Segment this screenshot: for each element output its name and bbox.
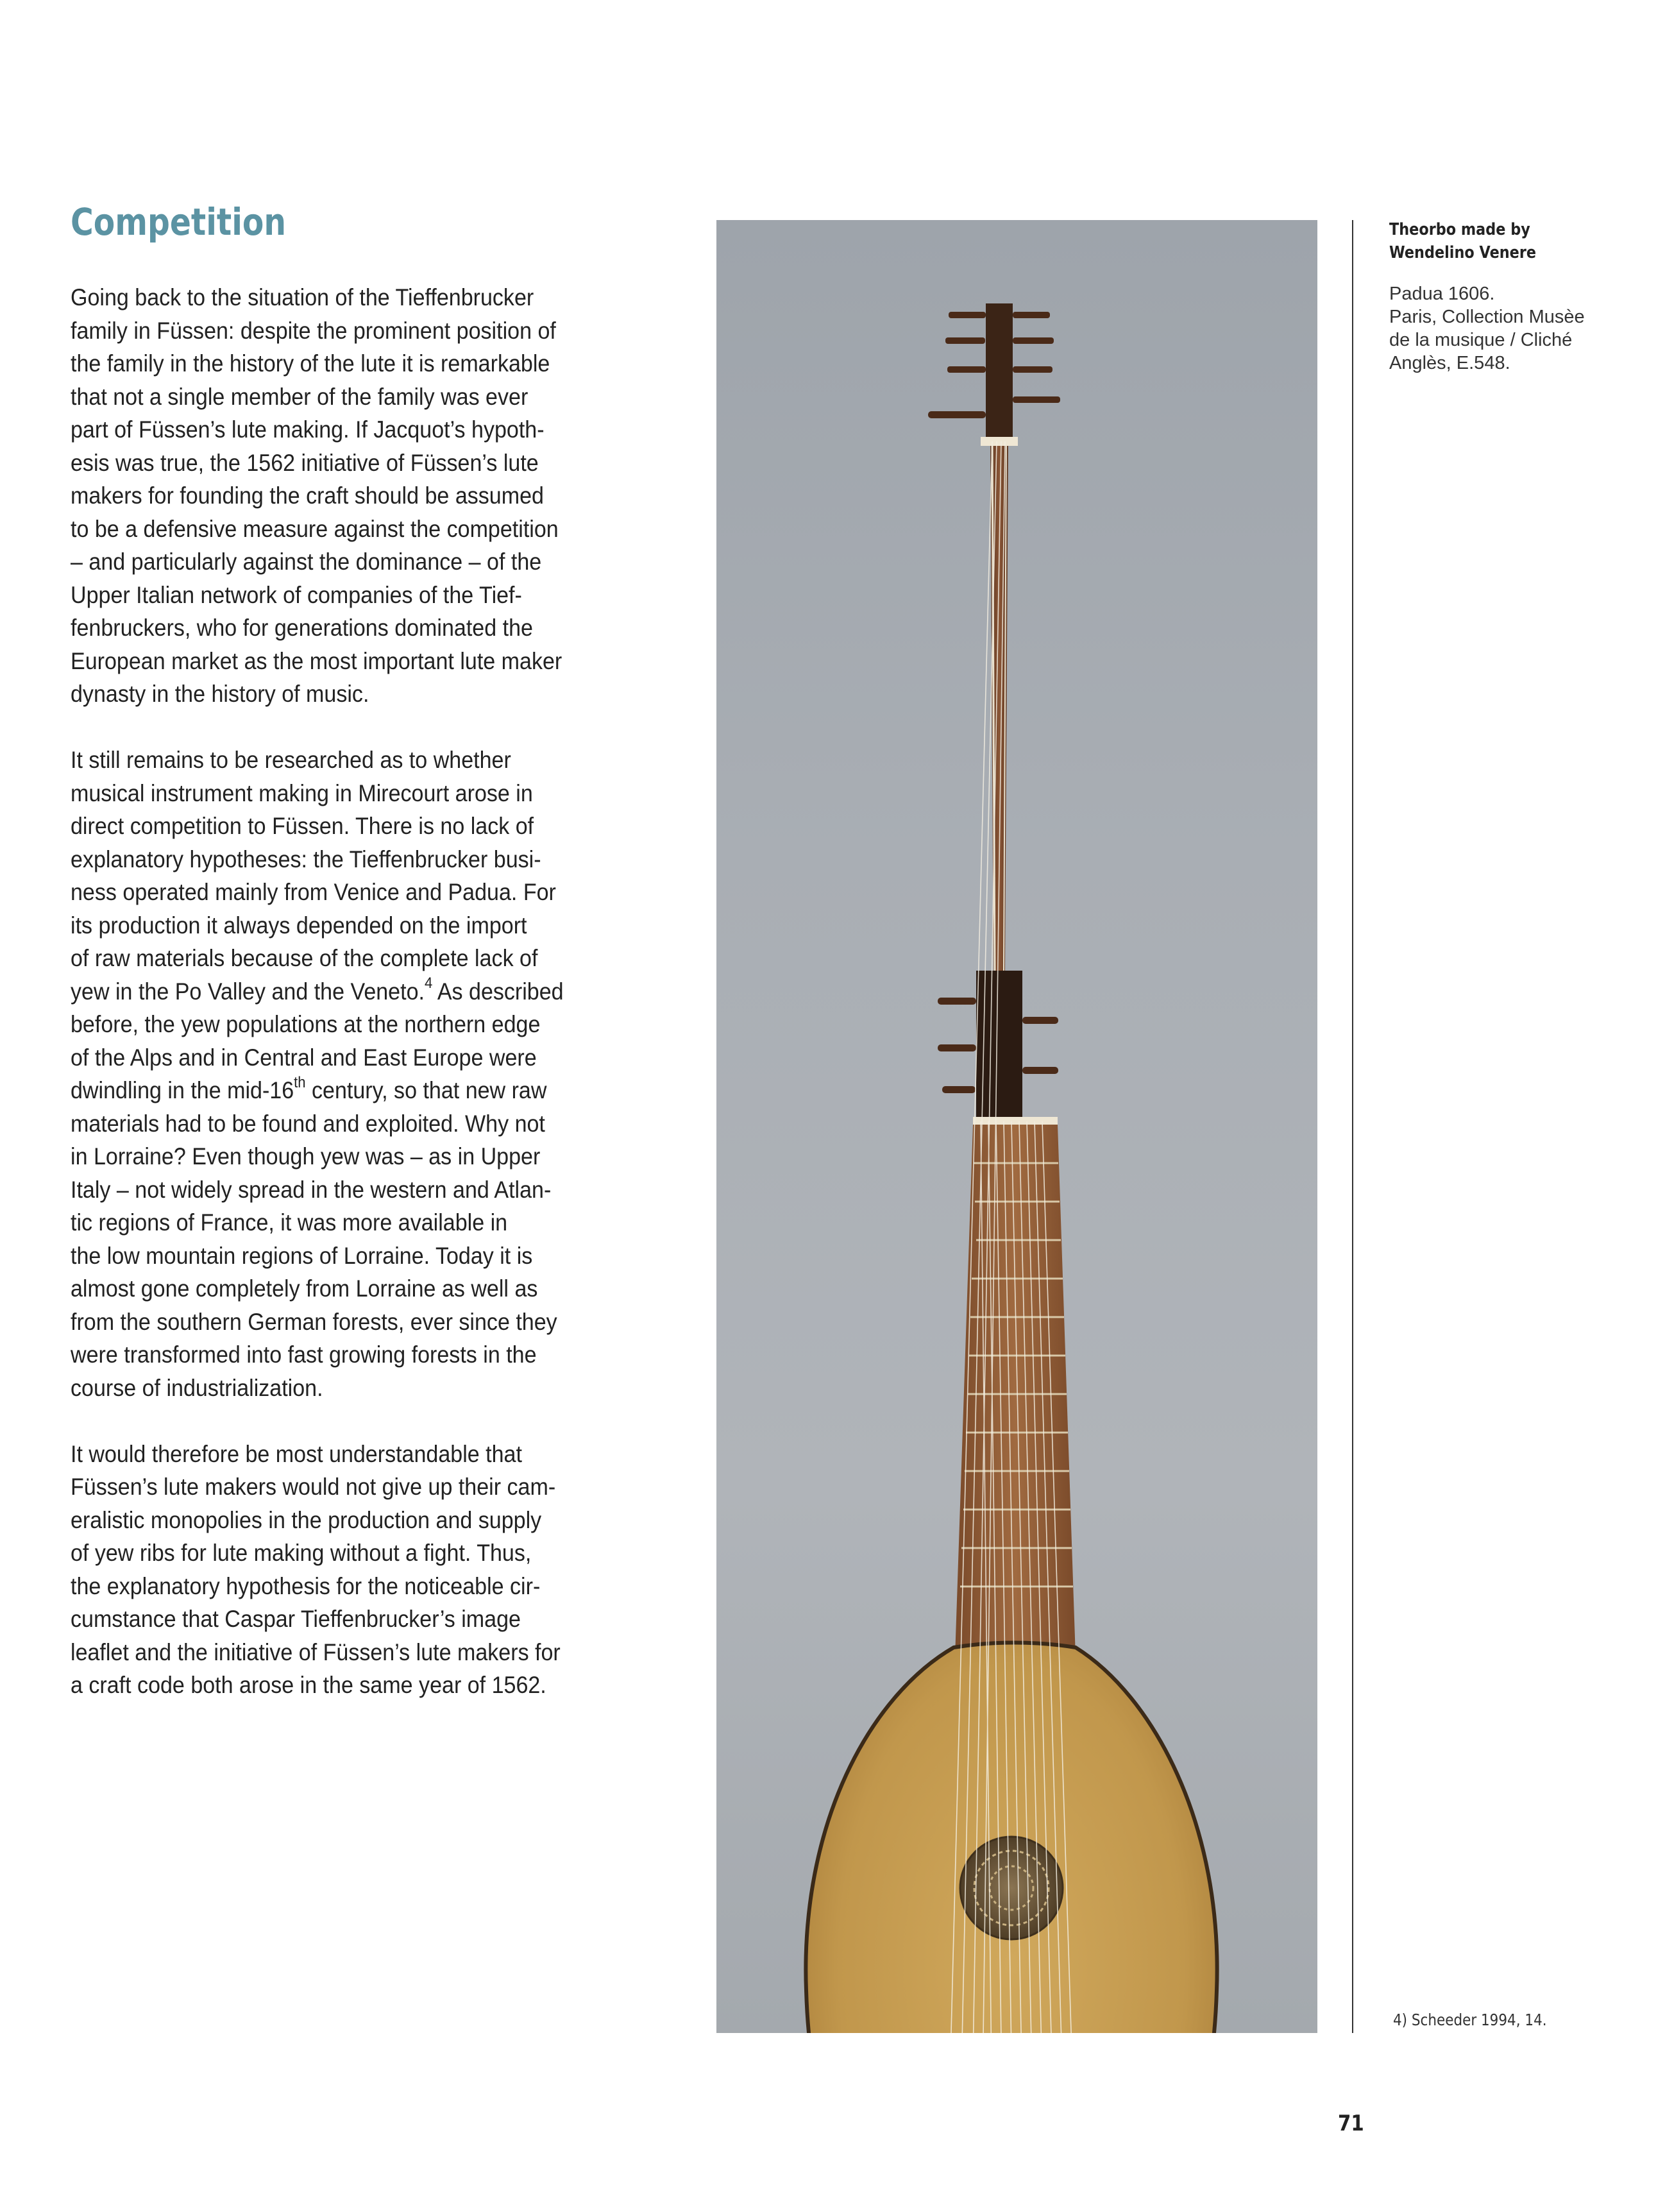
text-segment: yew in the Po Valley and the Veneto. — [71, 978, 425, 1005]
theorbo-illustration — [716, 220, 1317, 2033]
paragraph-1 — [71, 281, 667, 711]
text-line: eralistic monopolies in the production and supply — [71, 1506, 542, 1533]
text-line: from the southern German forests, ever since they — [71, 1308, 557, 1335]
caption-body — [1389, 282, 1633, 375]
text-line — [71, 1074, 620, 1107]
text-line: Going back to the situation of the Tieffenbrucker — [71, 284, 534, 311]
text-line: to be a defensive measure against the competition — [71, 515, 559, 542]
text-line: tic regions of France, it was more available in — [71, 1209, 508, 1236]
text-line: direct competition to Füssen. There is no lack of — [71, 813, 534, 839]
text-line: in Lorraine? Even though yew was – as in Upper — [71, 1143, 541, 1170]
caption-title — [1389, 218, 1588, 264]
text-line: – and particularly against the dominance – of the — [71, 549, 542, 575]
text-line: materials had to be found and exploited. Why not — [71, 1110, 545, 1137]
footnote: 4) Scheeder 1994, 14. — [1393, 2011, 1547, 2029]
section-heading: Competition — [71, 200, 287, 244]
text-line: leaflet and the initiative of Füssen’s lute makers for — [71, 1638, 561, 1665]
text-line: Upper Italian network of companies of the Tief- — [71, 581, 522, 608]
text-line: of yew ribs for lute making without a fight. Thus, — [71, 1540, 532, 1566]
body-text — [71, 281, 667, 1735]
text-line: almost gone completely from Lorraine as well as — [71, 1275, 538, 1302]
text-line: fenbruckers, who for generations dominated the — [71, 615, 533, 641]
text-line: a craft code both arose in the same year of 1562. — [71, 1672, 546, 1698]
text-line: that not a single member of the family was ever — [71, 383, 528, 410]
text-line: dynasty in the history of music. — [71, 681, 369, 707]
caption-line: de la musique / Cliché — [1389, 330, 1573, 350]
text-line: the low mountain regions of Lorraine. Today it is — [71, 1242, 533, 1269]
ordinal-suffix: th — [294, 1073, 306, 1091]
text-line: family in Füssen: despite the prominent position of — [71, 317, 556, 344]
text-line: its production it always depended on the import — [71, 912, 527, 939]
text-line: esis was true, the 1562 initiative of Füssen’s lute — [71, 449, 539, 476]
lower-nut — [973, 1117, 1058, 1126]
text-line: Füssen’s lute makers would not give up their cam- — [71, 1474, 556, 1500]
text-line: the family in the history of the lute it is remarkable — [71, 350, 550, 377]
caption-line: Padua 1606. — [1389, 284, 1495, 304]
caption-title-line: Wendelino Venere — [1389, 243, 1537, 262]
text-line: makers for founding the craft should be assumed — [71, 482, 544, 509]
upper-nut — [981, 437, 1018, 446]
caption-line: Anglès, E.548. — [1389, 353, 1510, 373]
fingerboard — [955, 1125, 1076, 1657]
text-line: course of industrialization. — [71, 1374, 323, 1401]
text-line: the explanatory hypothesis for the noticeable cir- — [71, 1572, 541, 1599]
paragraph-2 — [71, 744, 667, 1404]
text-line — [71, 975, 620, 1008]
paragraph-3 — [71, 1438, 667, 1702]
caption-title-line: Theorbo made by — [1389, 220, 1530, 239]
lower-pegbox — [976, 971, 1022, 1118]
text-line: of raw materials because of the complete lack of — [71, 945, 538, 971]
text-line: Italy – not widely spread in the western and Atlan- — [71, 1176, 552, 1203]
text-line: It would therefore be most understandable that — [71, 1440, 522, 1467]
text-segment: century, so that new raw — [305, 1077, 547, 1103]
text-line: musical instrument making in Mirecourt arose in — [71, 779, 533, 806]
caption-line: Paris, Collection Musèe — [1389, 307, 1585, 327]
text-line: explanatory hypotheses: the Tieffenbrucker busi- — [71, 846, 541, 872]
text-line: were transformed into fast growing forests in the — [71, 1341, 537, 1368]
text-line: before, the yew populations at the northern edge — [71, 1011, 541, 1037]
text-segment: As described — [432, 978, 564, 1005]
text-line: ness operated mainly from Venice and Padua. For — [71, 879, 556, 905]
caption-divider-rule — [1352, 220, 1353, 2033]
upper-pegbox — [986, 303, 1013, 438]
text-line: It still remains to be researched as to whether — [71, 747, 511, 773]
text-line: cumstance that Caspar Tieffenbrucker’s image — [71, 1606, 521, 1632]
page-number: 71 — [1338, 2111, 1364, 2136]
text-line: of the Alps and in Central and East Europe were — [71, 1044, 537, 1071]
text-line: part of Füssen’s lute making. If Jacquot’s hypoth- — [71, 416, 545, 443]
theorbo-photo — [716, 220, 1317, 2033]
text-line: European market as the most important lute maker — [71, 647, 562, 674]
text-segment: dwindling in the mid-16 — [71, 1077, 294, 1103]
footnote-reference: 4 — [424, 974, 433, 992]
